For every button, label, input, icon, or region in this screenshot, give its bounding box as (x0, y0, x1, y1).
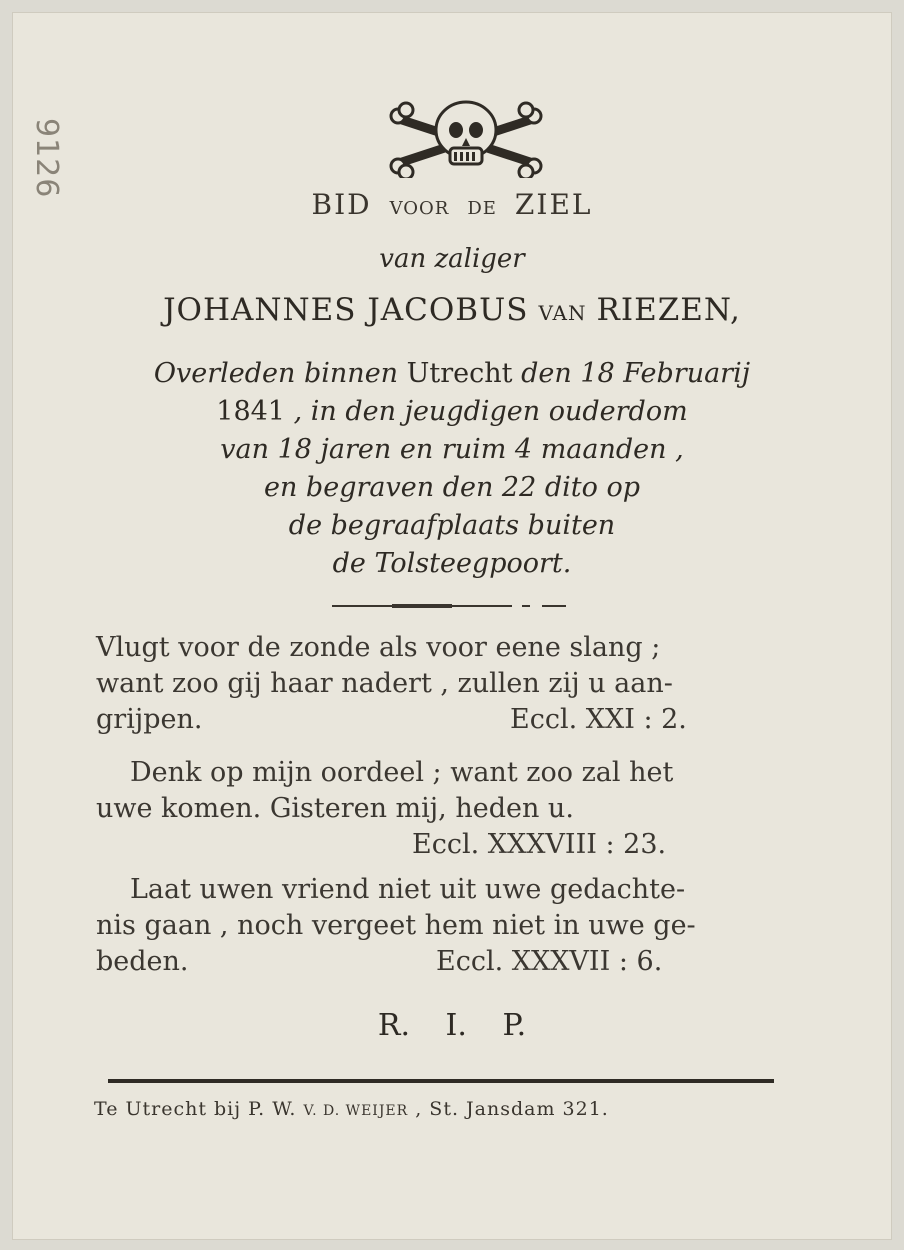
verse-line (96, 944, 796, 980)
verse-line: Denk op mijn oordeel ; want zoo zal het (130, 757, 674, 788)
verse-line-text: grijpen. (96, 704, 203, 735)
verse-1 (96, 630, 796, 738)
bio-line-1c: den 18 Februarij (512, 358, 751, 389)
bio-line-4: en begraven den 22 dito op (263, 472, 641, 503)
verse-line: want zoo gij haar nadert , zullen zij u aan- (96, 668, 673, 699)
deceased-name (0, 292, 904, 328)
verse-reference: Eccl. XXXVIII : 23. (412, 829, 667, 860)
printer-address: , St. Jansdam 321. (408, 1098, 609, 1120)
van-zaliger: van zaliger (379, 244, 525, 274)
verse-reference: Eccl. XXI : 2. (510, 704, 687, 735)
verse-line: Laat uwen vriend niet uit uwe gedachte- (130, 874, 686, 905)
deceased-name-van: VAN (538, 301, 587, 325)
bio-line-1a: Overleden binnen (153, 358, 407, 389)
printer-imprint (94, 1098, 609, 1120)
verse-line (130, 827, 790, 863)
bio-year: 1841 (216, 396, 285, 427)
verse-line-text: beden. (96, 946, 189, 977)
ornamental-divider (332, 603, 568, 609)
bottom-rule (108, 1078, 774, 1084)
bio-line-1 (0, 355, 904, 393)
bio-line-5: de begraafplaats buiten (288, 510, 616, 541)
deceased-first-names: JOHANNES JACOBUS (163, 292, 529, 328)
pencil-inventory-number: 9126 (29, 118, 64, 199)
verse-3 (96, 872, 796, 980)
verse-line: nis gaan , noch vergeet hem niet in uwe ge- (96, 910, 696, 941)
verse-line: uwe komen. Gisteren mij, heden u. (96, 793, 574, 824)
verse-line (96, 702, 796, 738)
bio-line-2 (0, 393, 904, 431)
heading-bid: BID (311, 188, 372, 221)
bio-line-6: de Tolsteegpoort. (332, 548, 572, 579)
bio-line-3: van 18 jaren en ruim 4 maanden , (220, 434, 684, 465)
skull-crossbones-icon (388, 92, 544, 178)
heading-voor: VOOR (389, 198, 450, 219)
printer-a: Te Utrecht bij P. W. (94, 1098, 304, 1120)
verse-line: Vlugt voor de zonde als voor eene slang ; (96, 632, 661, 663)
bio-line-2b: , in den jeugdigen ouderdom (284, 396, 688, 427)
heading-de: DE (467, 198, 497, 219)
verse-2 (96, 755, 790, 863)
bio-city: Utrecht (406, 358, 513, 389)
printer-name: V. D. WEIJER (303, 1103, 409, 1119)
heading-bid-voor-de-ziel (0, 188, 904, 221)
rip-text: R. I. P. (377, 1008, 527, 1043)
verse-reference: Eccl. XXXVII : 6. (436, 946, 663, 977)
deceased-last-name: RIEZEN, (596, 292, 741, 328)
heading-ziel: ZIEL (514, 188, 593, 221)
